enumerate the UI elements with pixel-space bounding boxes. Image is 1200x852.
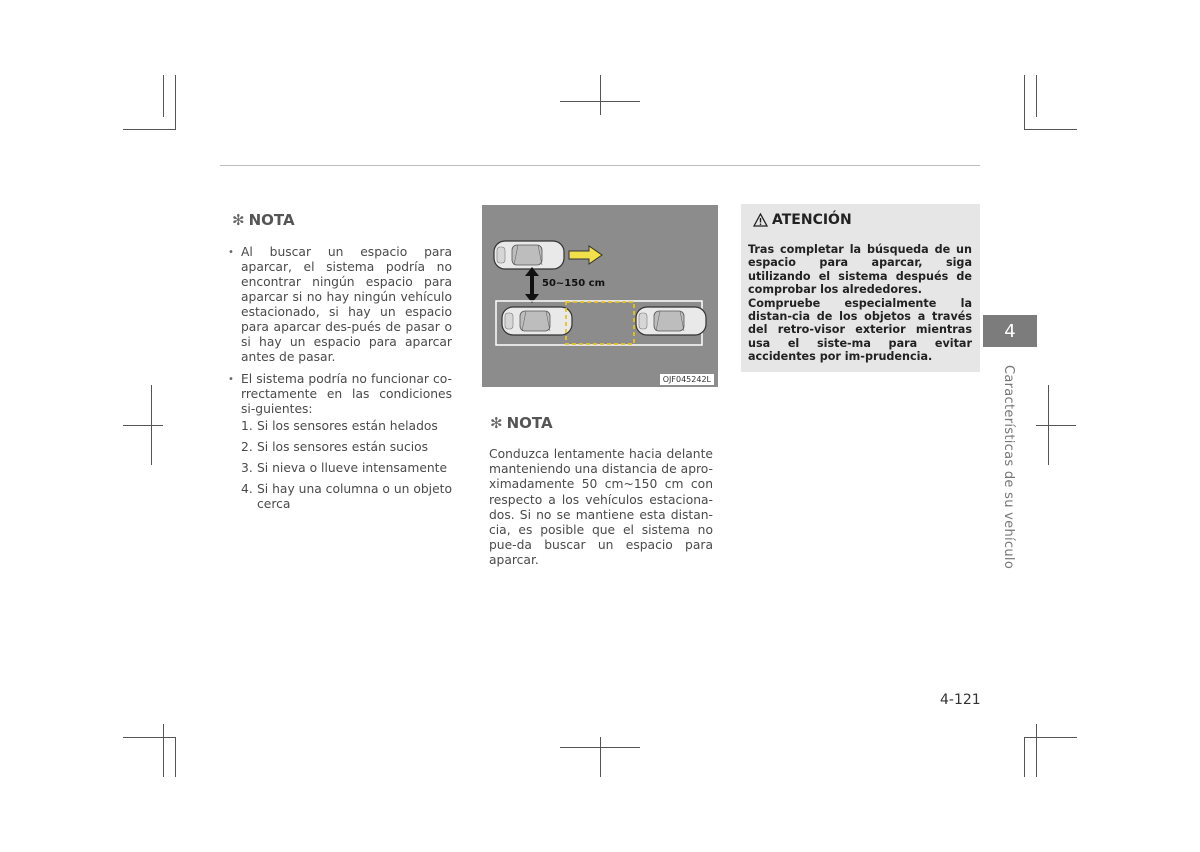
condition-item: 1. Si los sensores están helados (241, 419, 438, 433)
note-title-2: NOTA (506, 414, 553, 432)
condition-item: 2. Si los sensores están sucios (241, 440, 429, 454)
warning-body (748, 243, 972, 364)
warning-title: ATENCIÓN (772, 212, 852, 228)
warning-paragraph: Compruebe especialmente la distan-cia de los objetos a través del retro-visor exterior mientras usa el siste-ma para evitar accidentes por im-prudencia. (748, 296, 972, 364)
condition-item: 4. Si hay una columna o un objeto cerca (241, 482, 452, 511)
warning-heading (753, 212, 852, 228)
warning-triangle-icon (753, 213, 768, 227)
distance-arrow-icon (525, 267, 539, 303)
parking-diagram (482, 205, 718, 387)
note-bullet: • Al buscar un espacio para aparcar, el sistema podría no encontrar ningún espacio para aparcar si no hay ningún vehículo estacionado, si hay un espacio para aparcar des-pués de pasar o si hay un espacio para aparcar antes de pasar. (228, 245, 452, 365)
note-title-1: NOTA (248, 211, 295, 229)
conditions-list (241, 419, 452, 512)
empty-parking-space (566, 302, 634, 344)
parked-car-left (502, 307, 572, 335)
moving-car (494, 241, 564, 269)
asterisk-icon: ✻ (232, 211, 245, 229)
warning-box (741, 204, 980, 372)
header-rule (220, 165, 980, 166)
forward-arrow-icon (569, 246, 602, 264)
note-body-1 (228, 245, 452, 519)
distance-label: 50~150 cm (542, 278, 605, 289)
condition-item: 3. Si nieva o llueve intensamente (241, 461, 448, 475)
note-heading-1 (232, 211, 295, 229)
asterisk-icon: ✻ (490, 414, 503, 432)
chapter-title: Características de su vehículo (1001, 365, 1016, 570)
warning-paragraph: Tras completar la búsqueda de un espacio para aparcar, siga utilizando el sistema después de comprobar los alrededores. (748, 243, 972, 297)
chapter-tab: 4 (983, 315, 1037, 347)
parking-illustration (482, 205, 718, 387)
note-body-2: Conduzca lentamente hacia delante manteniendo una distancia de apro-ximadamente 50 cm~150 cm con respecto a los vehículos estaciona-dos. Si no se mantiene esta distan-cia, es posible que el sistema no pue-da buscar un espacio para aparcar. (489, 447, 713, 568)
note-bullet-text: El sistema podría no funcionar co-rrectamente en las condiciones si-guientes: (241, 372, 452, 416)
parked-car-right (636, 307, 706, 335)
note-heading-2 (490, 414, 553, 432)
note-bullet (228, 372, 452, 512)
page-number: 4-121 (940, 692, 981, 708)
figure-code: OJF045242L (660, 374, 714, 385)
